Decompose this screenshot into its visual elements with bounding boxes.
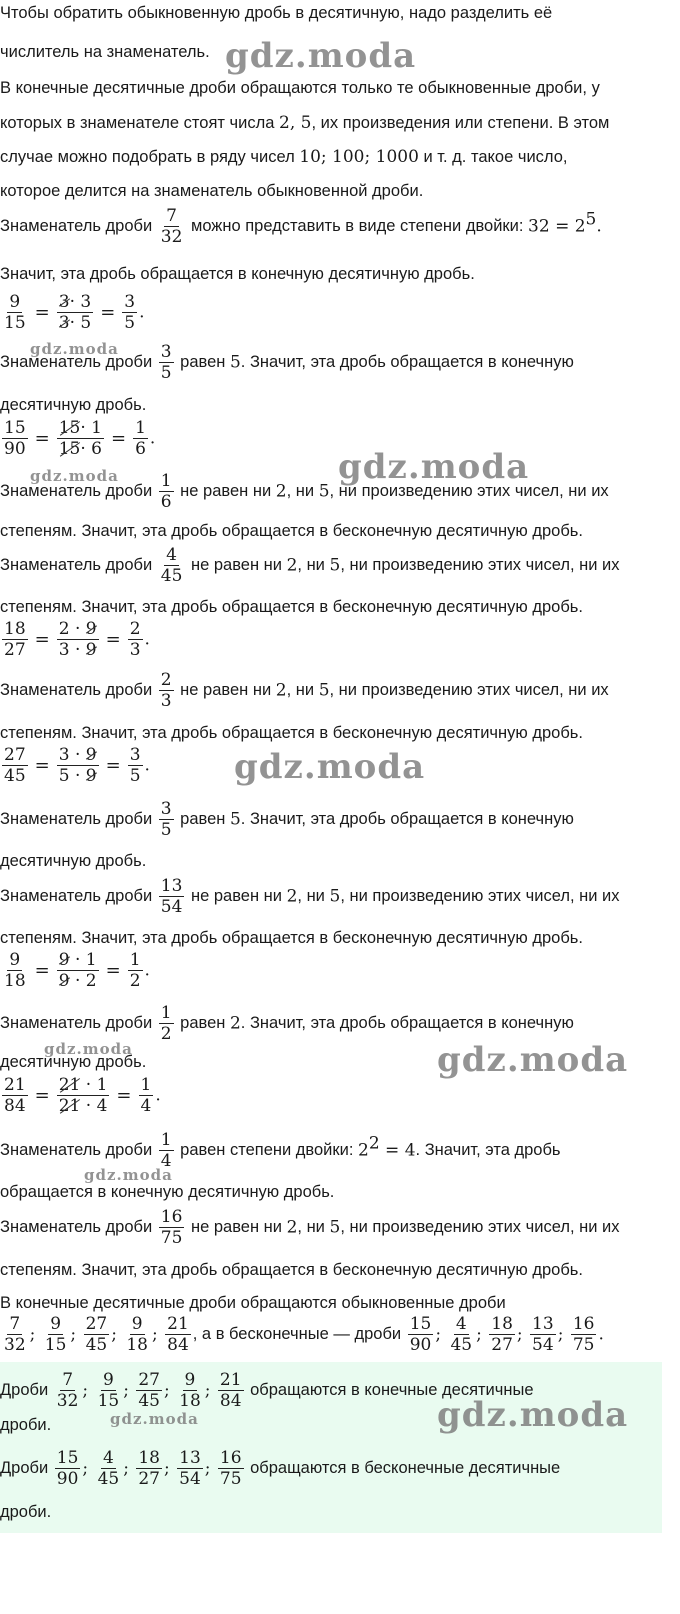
fraction (489, 1314, 515, 1355)
separator: ; (70, 1324, 82, 1345)
separator: ; (123, 1458, 135, 1479)
fraction-numerator: 16 (219, 1448, 242, 1468)
text-line: числитель на знаменатель. (0, 43, 210, 61)
fraction-denominator: 90 (56, 1469, 79, 1489)
watermark: gdz.moda (234, 747, 426, 787)
fraction-denominator: 18 (179, 1391, 201, 1411)
equation: $\frac{18}{27}$ = $\frac{2 \cdot 9}{3 \cdot 9}$ = $\frac{2}{3}$ . (4, 619, 150, 660)
text-line: степеням. Значит, эта дробь обращается в бесконечную десятичную дробь. (0, 1261, 583, 1279)
answer-finite-list (53, 1370, 246, 1411)
watermark: gdz.moda (437, 1040, 629, 1080)
watermark: gdz.moda (437, 1395, 629, 1435)
fraction-numerator: 21 (167, 1314, 189, 1334)
separator: ; (204, 1458, 216, 1479)
fraction-numerator: 9 (50, 1314, 62, 1334)
watermark: gdz.moda (110, 1410, 199, 1428)
fraction (530, 1314, 556, 1355)
fraction (43, 1314, 69, 1355)
fraction (218, 1448, 244, 1489)
equation: $\frac{15}{90}$ = $\frac{15\cdot 1}{15\cdot 6}$ = $\frac{1}{6}$ . (4, 418, 156, 459)
separator: ; (435, 1324, 447, 1345)
text-line: степеням. Значит, эта дробь обращается в бесконечную десятичную дробь. (0, 598, 583, 616)
fraction-numerator: 27 (85, 1314, 108, 1334)
text-line: десятичную дробь. (0, 852, 147, 870)
equation: $\frac{27}{45}$ = $\frac{3 \cdot 9}{5 \cdot 9}$ = $\frac{3}{5}$ . (4, 745, 150, 786)
text-line: Значит, эта дробь обращается в конечную десятичную дробь. (0, 265, 475, 283)
separator: ; (151, 1324, 164, 1345)
answer-line: дроби. (0, 1503, 52, 1521)
fraction-numerator: 13 (532, 1314, 554, 1334)
sentence-line: Знаменатель дроби $\frac{4}{45}$ не равен ни 2, ни 5, ни произведению этих чисел, ни их (0, 545, 620, 586)
fraction-denominator: 45 (85, 1335, 108, 1355)
text-line: В конечные десятичные дроби обращаются обыкновенные дроби (0, 1294, 506, 1312)
fraction-denominator: 27 (491, 1335, 513, 1355)
fraction-denominator: 45 (138, 1391, 160, 1411)
separator: ; (82, 1380, 94, 1401)
fraction (84, 1314, 110, 1355)
fraction-denominator: 15 (44, 1335, 67, 1355)
fraction-denominator: 54 (179, 1469, 201, 1489)
sentence-line: Знаменатель дроби $\frac{16}{75}$ не равен ни 2, ни 5, ни произведению этих чисел, ни их (0, 1207, 620, 1248)
text-line: десятичную дробь. (0, 396, 147, 414)
fraction-numerator: 15 (409, 1314, 432, 1334)
text-line: степеням. Значит, эта дробь обращается в бесконечную десятичную дробь. (0, 522, 583, 540)
sentence-line: Знаменатель дроби $\frac{1}{4}$ равен степени двойки: $2^2 = 4$. Значит, эта дробь (0, 1130, 561, 1171)
sentence-line: Знаменатель дроби $\frac{1}{6}$ не равен ни 2, ни 5, ни произведению этих чисел, ни их (0, 471, 609, 512)
separator: ; (29, 1324, 41, 1345)
separator: ; (163, 1380, 176, 1401)
equation: $\frac{9}{15}$ = $\frac{3\cdot 3}{3\cdot 5}$ = $\frac{3}{5}$ . (4, 292, 145, 333)
fraction-numerator: 18 (491, 1314, 513, 1334)
watermark: gdz.moda (30, 467, 119, 485)
separator: ; (163, 1458, 176, 1479)
fraction-denominator: 84 (167, 1335, 189, 1355)
fraction (96, 1448, 122, 1489)
sentence-line: Знаменатель дроби $\frac{13}{54}$ не равен ни 2, ни 5, ни произведению этих чисел, ни их (0, 876, 620, 917)
fraction-numerator: 13 (179, 1448, 201, 1468)
summary-fractions: $\frac{7}{32}$ ; $\frac{9}{15}$ ; $\frac{27}{45}$ ; $\frac{9}{18}$ ; $\frac{21}{84}$ , а в бесконечные — дроби $\frac{15}{90}$ ; $\frac{4}{45}$ ; $\frac{18}{27}$ ; $\frac{13}{54}$ ; $\frac{16}{75}$ . (0, 1314, 604, 1355)
fraction (448, 1314, 474, 1355)
fraction (165, 1314, 191, 1355)
fraction-denominator: 18 (126, 1335, 148, 1355)
fraction-numerator: 27 (138, 1370, 160, 1390)
text-line: случае можно подобрать в ряду чисел 10; 100; 1000 и т. д. такое число, (0, 147, 568, 167)
sentence-line: Знаменатель дроби $\frac{3}{5}$ равен 5. Значит, эта дробь обращается в конечную (0, 799, 574, 840)
fraction (408, 1314, 434, 1355)
fraction-numerator: 9 (102, 1370, 114, 1390)
sentence-line: Знаменатель дроби $\frac{2}{3}$ не равен ни 2, ни 5, ни произведению этих чисел, ни их (0, 670, 609, 711)
text-line: которое делится на знаменатель обыкновенной дроби. (0, 182, 424, 200)
answer-line: Дроби $\frac{7}{32}$ ; $\frac{9}{15}$ ; $\frac{27}{45}$ ; $\frac{9}{18}$ ; $\frac{21}{84}$ обращаются в конечные десятичные (0, 1370, 534, 1411)
fraction-denominator: 45 (450, 1335, 473, 1355)
fraction (55, 1448, 81, 1489)
fraction-numerator: 9 (131, 1314, 143, 1334)
sentence-line: Знаменатель дроби $\frac{3}{5}$ равен 5. Значит, эта дробь обращается в конечную (0, 342, 574, 383)
text-line: степеням. Значит, эта дробь обращается в бесконечную десятичную дробь. (0, 929, 583, 947)
fraction-denominator: 45 (97, 1469, 120, 1489)
text-line: В конечные десятичные дроби обращаются только те обыкновенные дроби, у (0, 79, 600, 97)
watermark: gdz.moda (338, 447, 530, 487)
watermark: gdz.moda (84, 1166, 173, 1184)
fraction (124, 1314, 150, 1355)
answer-box (0, 1362, 662, 1533)
fraction (96, 1370, 122, 1411)
watermark: gdz.moda (30, 340, 119, 358)
sentence-line: Знаменатель дроби $\frac{7}{32}$ можно представить в виде степени двойки: $32 = 2^5$. (0, 206, 602, 247)
fraction-denominator: 75 (219, 1469, 242, 1489)
fraction-numerator: 7 (9, 1314, 21, 1334)
fraction-numerator: 4 (455, 1314, 467, 1334)
fraction-numerator: 4 (102, 1448, 114, 1468)
separator: ; (204, 1380, 216, 1401)
separator: ; (516, 1324, 529, 1345)
fraction (136, 1448, 162, 1489)
equation: $\frac{21}{84}$ = $\frac{21 \cdot 1}{21 \cdot 4}$ = $\frac{1}{4}$ . (4, 1075, 161, 1116)
fraction (218, 1370, 244, 1411)
fraction-numerator: 7 (62, 1370, 74, 1390)
equation: $\frac{9}{18}$ = $\frac{9 \cdot 1}{9 \cdot 2}$ = $\frac{1}{2}$ . (4, 950, 150, 991)
fraction-denominator: 32 (56, 1391, 79, 1411)
fraction-denominator: 54 (532, 1335, 554, 1355)
sentence-line: Знаменатель дроби $\frac{1}{2}$ равен 2. Значит, эта дробь обращается в конечную (0, 1003, 574, 1044)
fraction (55, 1370, 81, 1411)
fraction (177, 1370, 203, 1411)
watermark: gdz.moda (225, 36, 417, 76)
fraction (177, 1448, 203, 1489)
fraction-numerator: 9 (184, 1370, 196, 1390)
text-line: десятичную дробь. (0, 1053, 147, 1071)
fraction-denominator: 84 (219, 1391, 242, 1411)
answer-line: дроби. (0, 1416, 52, 1434)
separator: ; (476, 1324, 488, 1345)
separator: ; (82, 1458, 94, 1479)
fraction-denominator: 27 (138, 1469, 160, 1489)
watermark: gdz.moda (44, 1040, 133, 1058)
fraction-numerator: 18 (138, 1448, 160, 1468)
fraction-denominator: 32 (4, 1335, 26, 1355)
text-line: Чтобы обратить обыкновенную дробь в десятичную, надо разделить её (0, 4, 553, 22)
text-line: которых в знаменателе стоят числа 2, 5, их произведения или степени. В этом (0, 113, 610, 133)
fraction-numerator: 15 (56, 1448, 79, 1468)
fraction-denominator: 15 (97, 1391, 120, 1411)
separator: ; (557, 1324, 569, 1345)
answer-line: Дроби $\frac{15}{90}$ ; $\frac{4}{45}$ ; $\frac{18}{27}$ ; $\frac{13}{54}$ ; $\frac{16}{75}$ обращаются в бесконечные десятичные (0, 1448, 561, 1489)
text-line: обращается в конечную десятичную дробь. (0, 1183, 335, 1201)
fraction-numerator: 21 (219, 1370, 242, 1390)
fraction-numerator: 16 (572, 1314, 595, 1334)
fraction (571, 1314, 597, 1355)
answer-infinite-list (53, 1448, 246, 1489)
separator: ; (111, 1324, 123, 1345)
text-line: степеням. Значит, эта дробь обращается в бесконечную десятичную дробь. (0, 724, 583, 742)
fraction (2, 1314, 28, 1355)
fraction (136, 1370, 162, 1411)
fraction-denominator: 90 (409, 1335, 432, 1355)
separator: ; (123, 1380, 135, 1401)
fraction-denominator: 75 (572, 1335, 595, 1355)
infinite-fraction-list (406, 1314, 599, 1355)
finite-fraction-list (0, 1314, 193, 1355)
